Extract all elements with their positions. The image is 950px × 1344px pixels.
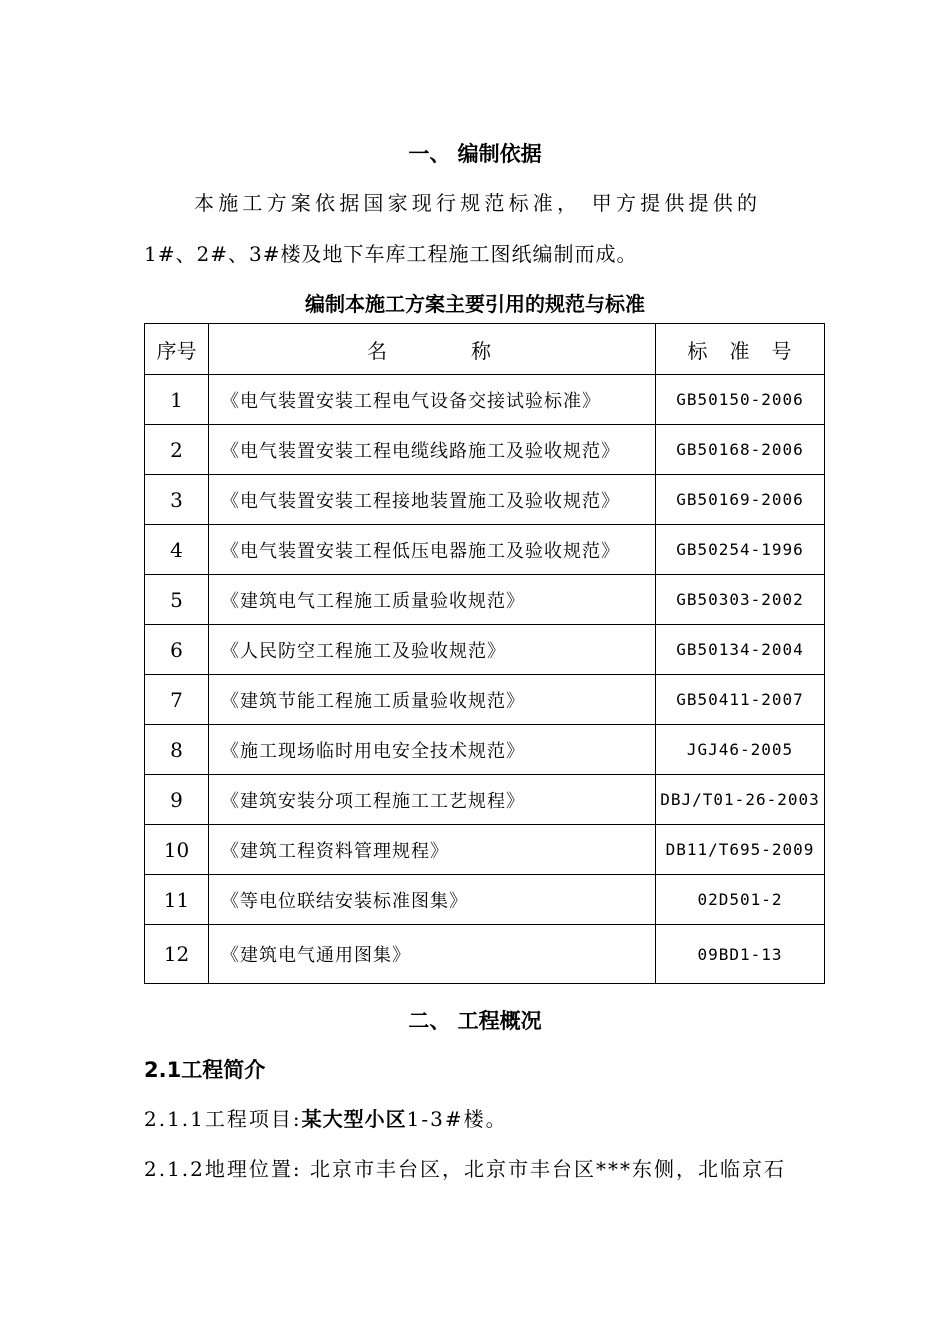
header-code: 标 准 号 bbox=[656, 324, 825, 375]
row-code: GB50169-2006 bbox=[656, 475, 825, 525]
row-code: 09BD1-13 bbox=[656, 925, 825, 984]
row-code: DB11/T695-2009 bbox=[656, 825, 825, 875]
basis-paragraph-line2: 1#、2#、3#楼及地下车库工程施工图纸编制而成。 bbox=[144, 242, 638, 266]
row-code: GB50303-2002 bbox=[656, 575, 825, 625]
table-row bbox=[145, 825, 825, 875]
table-row bbox=[145, 775, 825, 825]
row-name: 《施工现场临时用电安全技术规范》 bbox=[209, 725, 656, 775]
row-name: 《建筑安装分项工程施工工艺规程》 bbox=[209, 775, 656, 825]
table-row bbox=[145, 675, 825, 725]
row-name: 《建筑电气通用图集》 bbox=[209, 925, 656, 984]
table-row bbox=[145, 625, 825, 675]
row-name: 《电气装置安装工程接地装置施工及验收规范》 bbox=[209, 475, 656, 525]
table-row bbox=[145, 925, 825, 984]
row-code: GB50134-2004 bbox=[656, 625, 825, 675]
row-no: 7 bbox=[145, 675, 209, 725]
row-name: 《建筑工程资料管理规程》 bbox=[209, 825, 656, 875]
table-row bbox=[145, 525, 825, 575]
table-row bbox=[145, 375, 825, 425]
table-row bbox=[145, 425, 825, 475]
row-name: 《人民防空工程施工及验收规范》 bbox=[209, 625, 656, 675]
table-row bbox=[145, 725, 825, 775]
section-heading-basis: 一、 编制依据 bbox=[408, 142, 542, 166]
row-name: 《电气装置安装工程低压电器施工及验收规范》 bbox=[209, 525, 656, 575]
project-item-line bbox=[144, 1103, 508, 1132]
table-title: 编制本施工方案主要引用的规范与标准 bbox=[305, 292, 645, 316]
row-no: 10 bbox=[145, 825, 209, 875]
row-no: 4 bbox=[145, 525, 209, 575]
row-no: 1 bbox=[145, 375, 209, 425]
row-no: 3 bbox=[145, 475, 209, 525]
basis-paragraph-line1: 本施工方案依据国家现行规范标准， 甲方提供提供的 bbox=[194, 191, 762, 215]
sub-heading-intro: 2.1工程简介 bbox=[144, 1058, 266, 1082]
section-heading-overview: 二、 工程概况 bbox=[408, 1009, 542, 1033]
table-row bbox=[145, 875, 825, 925]
row-no: 11 bbox=[145, 875, 209, 925]
row-code: 02D501-2 bbox=[656, 875, 825, 925]
table-row bbox=[145, 475, 825, 525]
header-name: 名 称 bbox=[209, 324, 656, 375]
row-no: 5 bbox=[145, 575, 209, 625]
row-code: GB50254-1996 bbox=[656, 525, 825, 575]
row-no: 12 bbox=[145, 925, 209, 984]
project-name: 某大型小区 bbox=[301, 1107, 407, 1131]
location-item-line: 2.1.2地理位置: 北京市丰台区，北京市丰台区***东侧，北临京石 bbox=[144, 1157, 786, 1181]
row-code: GB50168-2006 bbox=[656, 425, 825, 475]
row-no: 6 bbox=[145, 625, 209, 675]
row-name: 《电气装置安装工程电缆线路施工及验收规范》 bbox=[209, 425, 656, 475]
standards-table bbox=[144, 323, 825, 984]
project-item-label: 2.1.1工程项目: bbox=[144, 1107, 302, 1131]
row-no: 2 bbox=[145, 425, 209, 475]
row-name: 《等电位联结安装标准图集》 bbox=[209, 875, 656, 925]
row-code: GB50150-2006 bbox=[656, 375, 825, 425]
row-code: DBJ/T01-26-2003 bbox=[656, 775, 825, 825]
row-code: JGJ46-2005 bbox=[656, 725, 825, 775]
table-header-row bbox=[145, 324, 825, 375]
row-name: 《建筑节能工程施工质量验收规范》 bbox=[209, 675, 656, 725]
row-no: 9 bbox=[145, 775, 209, 825]
row-no: 8 bbox=[145, 725, 209, 775]
row-name: 《建筑电气工程施工质量验收规范》 bbox=[209, 575, 656, 625]
table-row bbox=[145, 575, 825, 625]
header-no: 序号 bbox=[145, 324, 209, 375]
row-code: GB50411-2007 bbox=[656, 675, 825, 725]
project-item-rest: 1-3#楼。 bbox=[406, 1107, 508, 1131]
row-name: 《电气装置安装工程电气设备交接试验标准》 bbox=[209, 375, 656, 425]
